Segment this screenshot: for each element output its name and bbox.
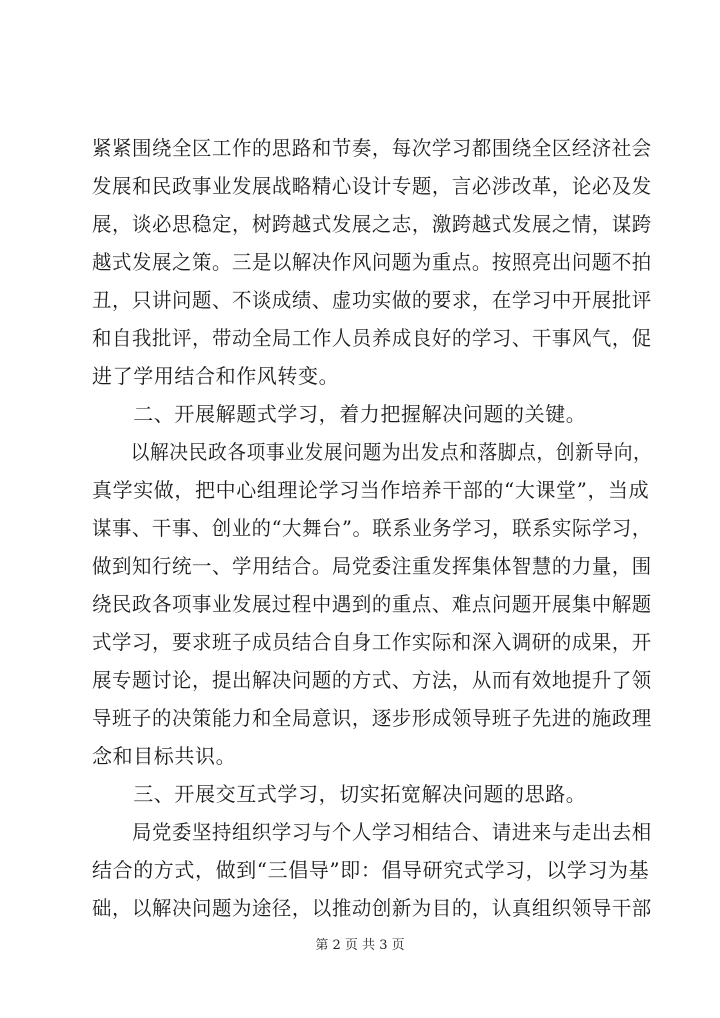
text-line: 展，谈必思稳定，树跨越式发展之志，激跨越式发展之情，谋跨 (92, 212, 652, 236)
text-line: 真学实做，把中心组理论学习当作培养干部的“大课堂”，当成 (92, 478, 650, 502)
text-line: 念和目标共识。 (92, 744, 237, 768)
text-line: 绕民政各项事业发展过程中遇到的重点、难点问题开展集中解题 (92, 592, 652, 616)
text-line: 发展和民政事业发展战略精心设计专题，言必涉改革，论必及发 (92, 174, 652, 198)
text-line: 以解决民政各项事业发展问题为出发点和落脚点，创新导向， (92, 440, 653, 464)
text-line: 谋事、干事、创业的“大舞台”。联系业务学习，联系实际学习， (92, 516, 652, 540)
text-line: 式学习，要求班子成员结合自身工作实际和深入调研的成果，开 (92, 630, 652, 654)
text-line: 局党委坚持组织学习与个人学习相结合、请进来与走出去相 (92, 820, 652, 844)
section-heading: 三、开展交互式学习，切实拓宽解决问题的思路。 (92, 782, 587, 806)
text-line: 展专题讨论，提出解决问题的方式、方法，从而有效地提升了领 (92, 668, 652, 692)
page-footer: 第 2 页 共 3 页 (315, 938, 405, 953)
text-line: 做到知行统一、学用结合。局党委注重发挥集体智慧的力量，围 (92, 554, 652, 578)
text-line: 和自我批评，带动全局工作人员养成良好的学习、干事风气，促 (92, 326, 652, 350)
text-line: 越式发展之策。三是以解决作风问题为重点。按照亮出问题不拍 (92, 250, 652, 274)
text-line: 紧紧围绕全区工作的思路和节奏，每次学习都围绕全区经济社会 (92, 136, 652, 160)
section-heading: 二、开展解题式学习，着力把握解决问题的关键。 (92, 402, 587, 426)
text-line: 结合的方式，做到“三倡导”即：倡导研究式学习，以学习为基 (92, 858, 650, 882)
text-line: 导班子的决策能力和全局意识，逐步形成领导班子先进的施政理 (92, 706, 652, 730)
text-line: 础，以解决问题为途径，以推动创新为目的，认真组织领导干部 (92, 896, 652, 920)
text-line: 进了学用结合和作风转变。 (92, 364, 340, 388)
text-line: 丑，只讲问题、不谈成绩、虚功实做的要求，在学习中开展批评 (92, 288, 652, 312)
